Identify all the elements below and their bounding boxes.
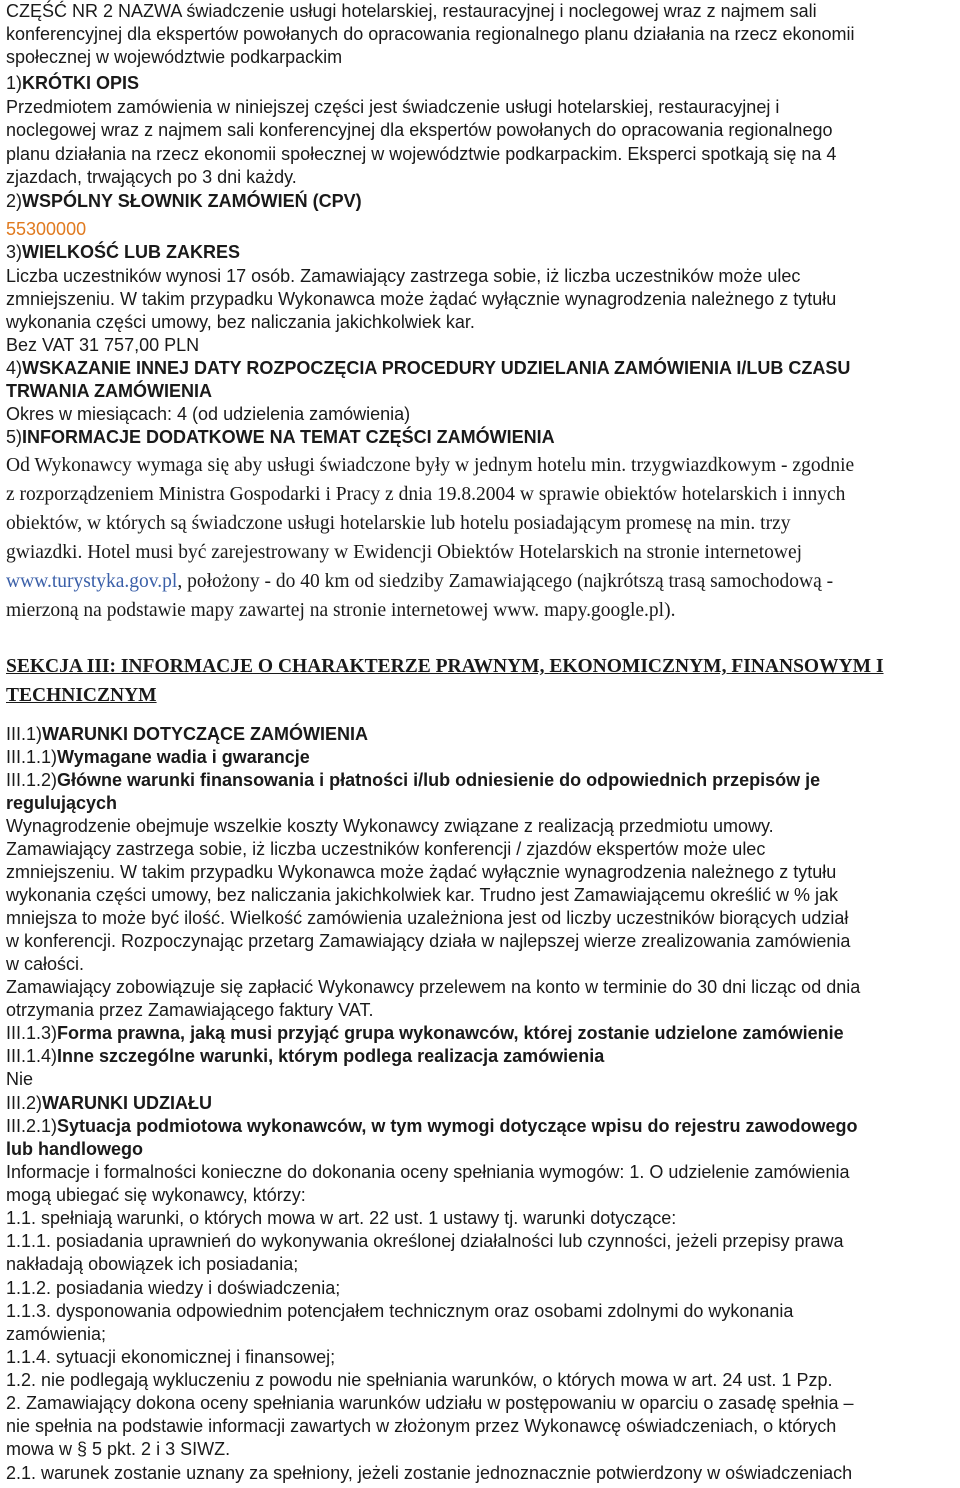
subject-situation-text: zamówienia; — [6, 1324, 107, 1344]
subject-situation-text: nie spełnia na podstawie informacji zawartych w złożonym przez Wykonawcę oświadczeniach, o których — [6, 1416, 837, 1436]
cpv-heading: 2)WSPÓLNY SŁOWNIK ZAMÓWIEŃ (CPV) — [6, 191, 362, 211]
payment-heading: III.1.2)Główne warunki finansowania i płatności i/lub odniesienie do odpowiednich przepisów je — [6, 770, 821, 790]
subject-situation-heading: III.2.1)Sytuacja podmiotowa wykonawców, w tym wymogi dotyczące wpisu do rejestru zawodowego — [6, 1116, 858, 1136]
subject-situation-text: 1.2. nie podlegają wykluczeniu z powodu nie spełniania warunków, o których mowa w art. 24 ust. 1 Pzp. — [6, 1370, 833, 1390]
duration-heading: TRWANIA ZAMÓWIENIA — [6, 381, 212, 401]
payment-text: zmniejszeniu. W takim przypadku Wykonawca może żądać wyłącznie wynagrodzenia należnego z tytułu — [6, 862, 837, 882]
payment-text: w całości. — [6, 954, 85, 974]
short-description-heading: 1)KRÓTKI OPIS — [6, 73, 140, 93]
scope-value: Bez VAT 31 757,00 PLN — [6, 335, 200, 355]
guarantees-heading: III.1.1)Wymagane wadia i gwarancje — [6, 747, 310, 767]
scope-heading: 3)WIELKOŚĆ LUB ZAKRES — [6, 242, 241, 262]
short-description-text: planu działania na rzecz ekonomii społecznej w województwie podkarpackim. Eksperci spotkają się na 4 — [6, 144, 837, 164]
additional-info-text: www.turystyka.gov.pl, położony - do 40 km od siedziby Zamawiającego (najkrótszą trasą samochodową - — [6, 571, 834, 592]
part-title-line: konferencyjnej dla ekspertów powołanych do opracowania regionalnego planu działania na rzecz ekonomii — [6, 24, 855, 44]
subject-situation-text: nakładają obowiązek ich posiadania; — [6, 1254, 299, 1274]
subject-situation-text: 2.1. warunek zostanie uznany za spełniony, jeżeli zostanie jednoznacznie potwierdzony w oświadczeniach — [6, 1463, 853, 1483]
payment-text: otrzymania przez Zamawiającego faktury VAT. — [6, 1000, 374, 1020]
payment-text: wykonania części umowy, bez naliczania jakichkolwiek kar. Trudno jest Zamawiającemu określić w % jak — [6, 885, 838, 905]
subject-situation-heading: lub handlowego — [6, 1139, 143, 1159]
special-conditions-heading: III.1.4)Inne szczególne warunki, którym podlega realizacja zamówienia — [6, 1046, 605, 1066]
payment-text: mniejsza to może być ilość. Wielkość zamówienia uzależniona jest od liczby uczestników biorących udział — [6, 908, 849, 928]
conditions-heading: III.1)WARUNKI DOTYCZĄCE ZAMÓWIENIA — [6, 724, 368, 744]
subject-situation-text: mogą ubiegać się wykonawcy, którzy: — [6, 1185, 306, 1205]
short-description-text: Przedmiotem zamówienia w niniejszej części jest świadczenie usługi hotelarskiej, restauracyjnej i — [6, 97, 780, 117]
subject-situation-text: mowa w § 5 pkt. 2 i 3 SIWZ. — [6, 1439, 231, 1459]
duration-heading: 4)WSKAZANIE INNEJ DATY ROZPOCZĘCIA PROCEDURY UDZIELANIA ZAMÓWIENIA I/LUB CZASU — [6, 358, 851, 378]
part-title-line: społecznej w województwie podkarpackim — [6, 47, 343, 67]
subject-situation-text: 1.1.2. posiadania wiedzy i doświadczenia; — [6, 1278, 341, 1298]
subject-situation-text: 1.1.4. sytuacji ekonomicznej i finansowej; — [6, 1347, 336, 1367]
additional-info-text: gwiazdki. Hotel musi być zarejestrowany w Ewidencji Obiektów Hotelarskich na stronie internetowej — [6, 542, 803, 563]
payment-text: w konferencji. Rozpoczynając przetarg Zamawiający działa w najlepszej wierze zrealizowania zamówienia — [6, 931, 851, 951]
participation-heading: III.2)WARUNKI UDZIAŁU — [6, 1093, 212, 1113]
subject-situation-text: 2. Zamawiający dokona oceny spełniania warunków udziału w postępowaniu w oparciu o zasadę spełnia – — [6, 1393, 854, 1413]
additional-info-text: mierzoną na podstawie mapy zawartej na stronie internetowej www. mapy.google.pl). — [6, 600, 676, 621]
subject-situation-text: 1.1. spełniają warunki, o których mowa w art. 22 ust. 1 ustawy tj. warunki dotyczące: — [6, 1208, 677, 1228]
payment-text: Zamawiający zobowiązuje się zapłacić Wykonawcy przelewem na konto w terminie do 30 dni licząc od dnia — [6, 977, 861, 997]
subject-situation-text: Informacje i formalności konieczne do dokonania oceny spełniania wymogów: 1. O udzielenie zamówienia — [6, 1162, 850, 1182]
payment-heading: regulujących — [6, 793, 118, 813]
section-3-heading: TECHNICZNYM — [6, 685, 157, 706]
section-3-heading: SEKCJA III: INFORMACJE O CHARAKTERZE PRAWNYM, EKONOMICZNYM, FINANSOWYM I — [6, 656, 884, 677]
short-description-text: zjazdach, trwających po 3 dni każdy. — [6, 167, 297, 187]
additional-info-heading: 5)INFORMACJE DODATKOWE NA TEMAT CZĘŚCI ZAMÓWIENIA — [6, 427, 555, 447]
legal-form-heading: III.1.3)Forma prawna, jaką musi przyjąć grupa wykonawców, której zostanie udzielone zamówienie — [6, 1023, 844, 1043]
turystyka-link[interactable]: www.turystyka.gov.pl — [6, 571, 178, 592]
scope-text: Liczba uczestników wynosi 17 osób. Zamawiający zastrzega sobie, iż liczba uczestników może ulec — [6, 266, 801, 286]
duration-text: Okres w miesiącach: 4 (od udzielenia zamówienia) — [6, 404, 411, 424]
scope-text: zmniejszeniu. W takim przypadku Wykonawca może żądać wyłącznie wynagrodzenia należnego z tytułu — [6, 289, 837, 309]
subject-situation-text: 1.1.3. dysponowania odpowiednim potencjałem technicznym oraz osobami zdolnymi do wykonania — [6, 1301, 794, 1321]
additional-info-text: Od Wykonawcy wymaga się aby usługi świadczone były w jednym hotelu min. trzygwiazdkowym - zgodnie — [6, 455, 855, 476]
payment-text: Zamawiający zastrzega sobie, iż liczba uczestników konferencji / zjazdów ekspertów może ulec — [6, 839, 766, 859]
additional-info-text: z rozporządzeniem Ministra Gospodarki i Pracy z dnia 19.8.2004 w sprawie obiektów hotelarskich i innych — [6, 484, 846, 505]
cpv-code: 55300000 — [6, 219, 87, 239]
scope-text: wykonania części umowy, bez naliczania jakichkolwiek kar. — [6, 312, 475, 332]
subject-situation-text: 1.1.1. posiadania uprawnień do wykonywania określonej działalności lub czynności, jeżeli przepisy prawa — [6, 1231, 844, 1251]
payment-text: Wynagrodzenie obejmuje wszelkie koszty Wykonawcy związane z realizacją przedmiotu umowy. — [6, 816, 774, 836]
additional-info-text: obiektów, w których są świadczone usługi hotelarskie lub hotelu posiadającym promesę na min. trzy — [6, 513, 791, 534]
part-title-line: CZĘŚĆ NR 2 NAZWA świadczenie usługi hotelarskiej, restauracyjnej i noclegowej wraz z najmem sali — [6, 1, 817, 21]
special-conditions-value: Nie — [6, 1069, 34, 1089]
short-description-text: noclegowej wraz z najmem sali konferencyjnej dla ekspertów powołanych do opracowania regionalnego — [6, 120, 833, 140]
